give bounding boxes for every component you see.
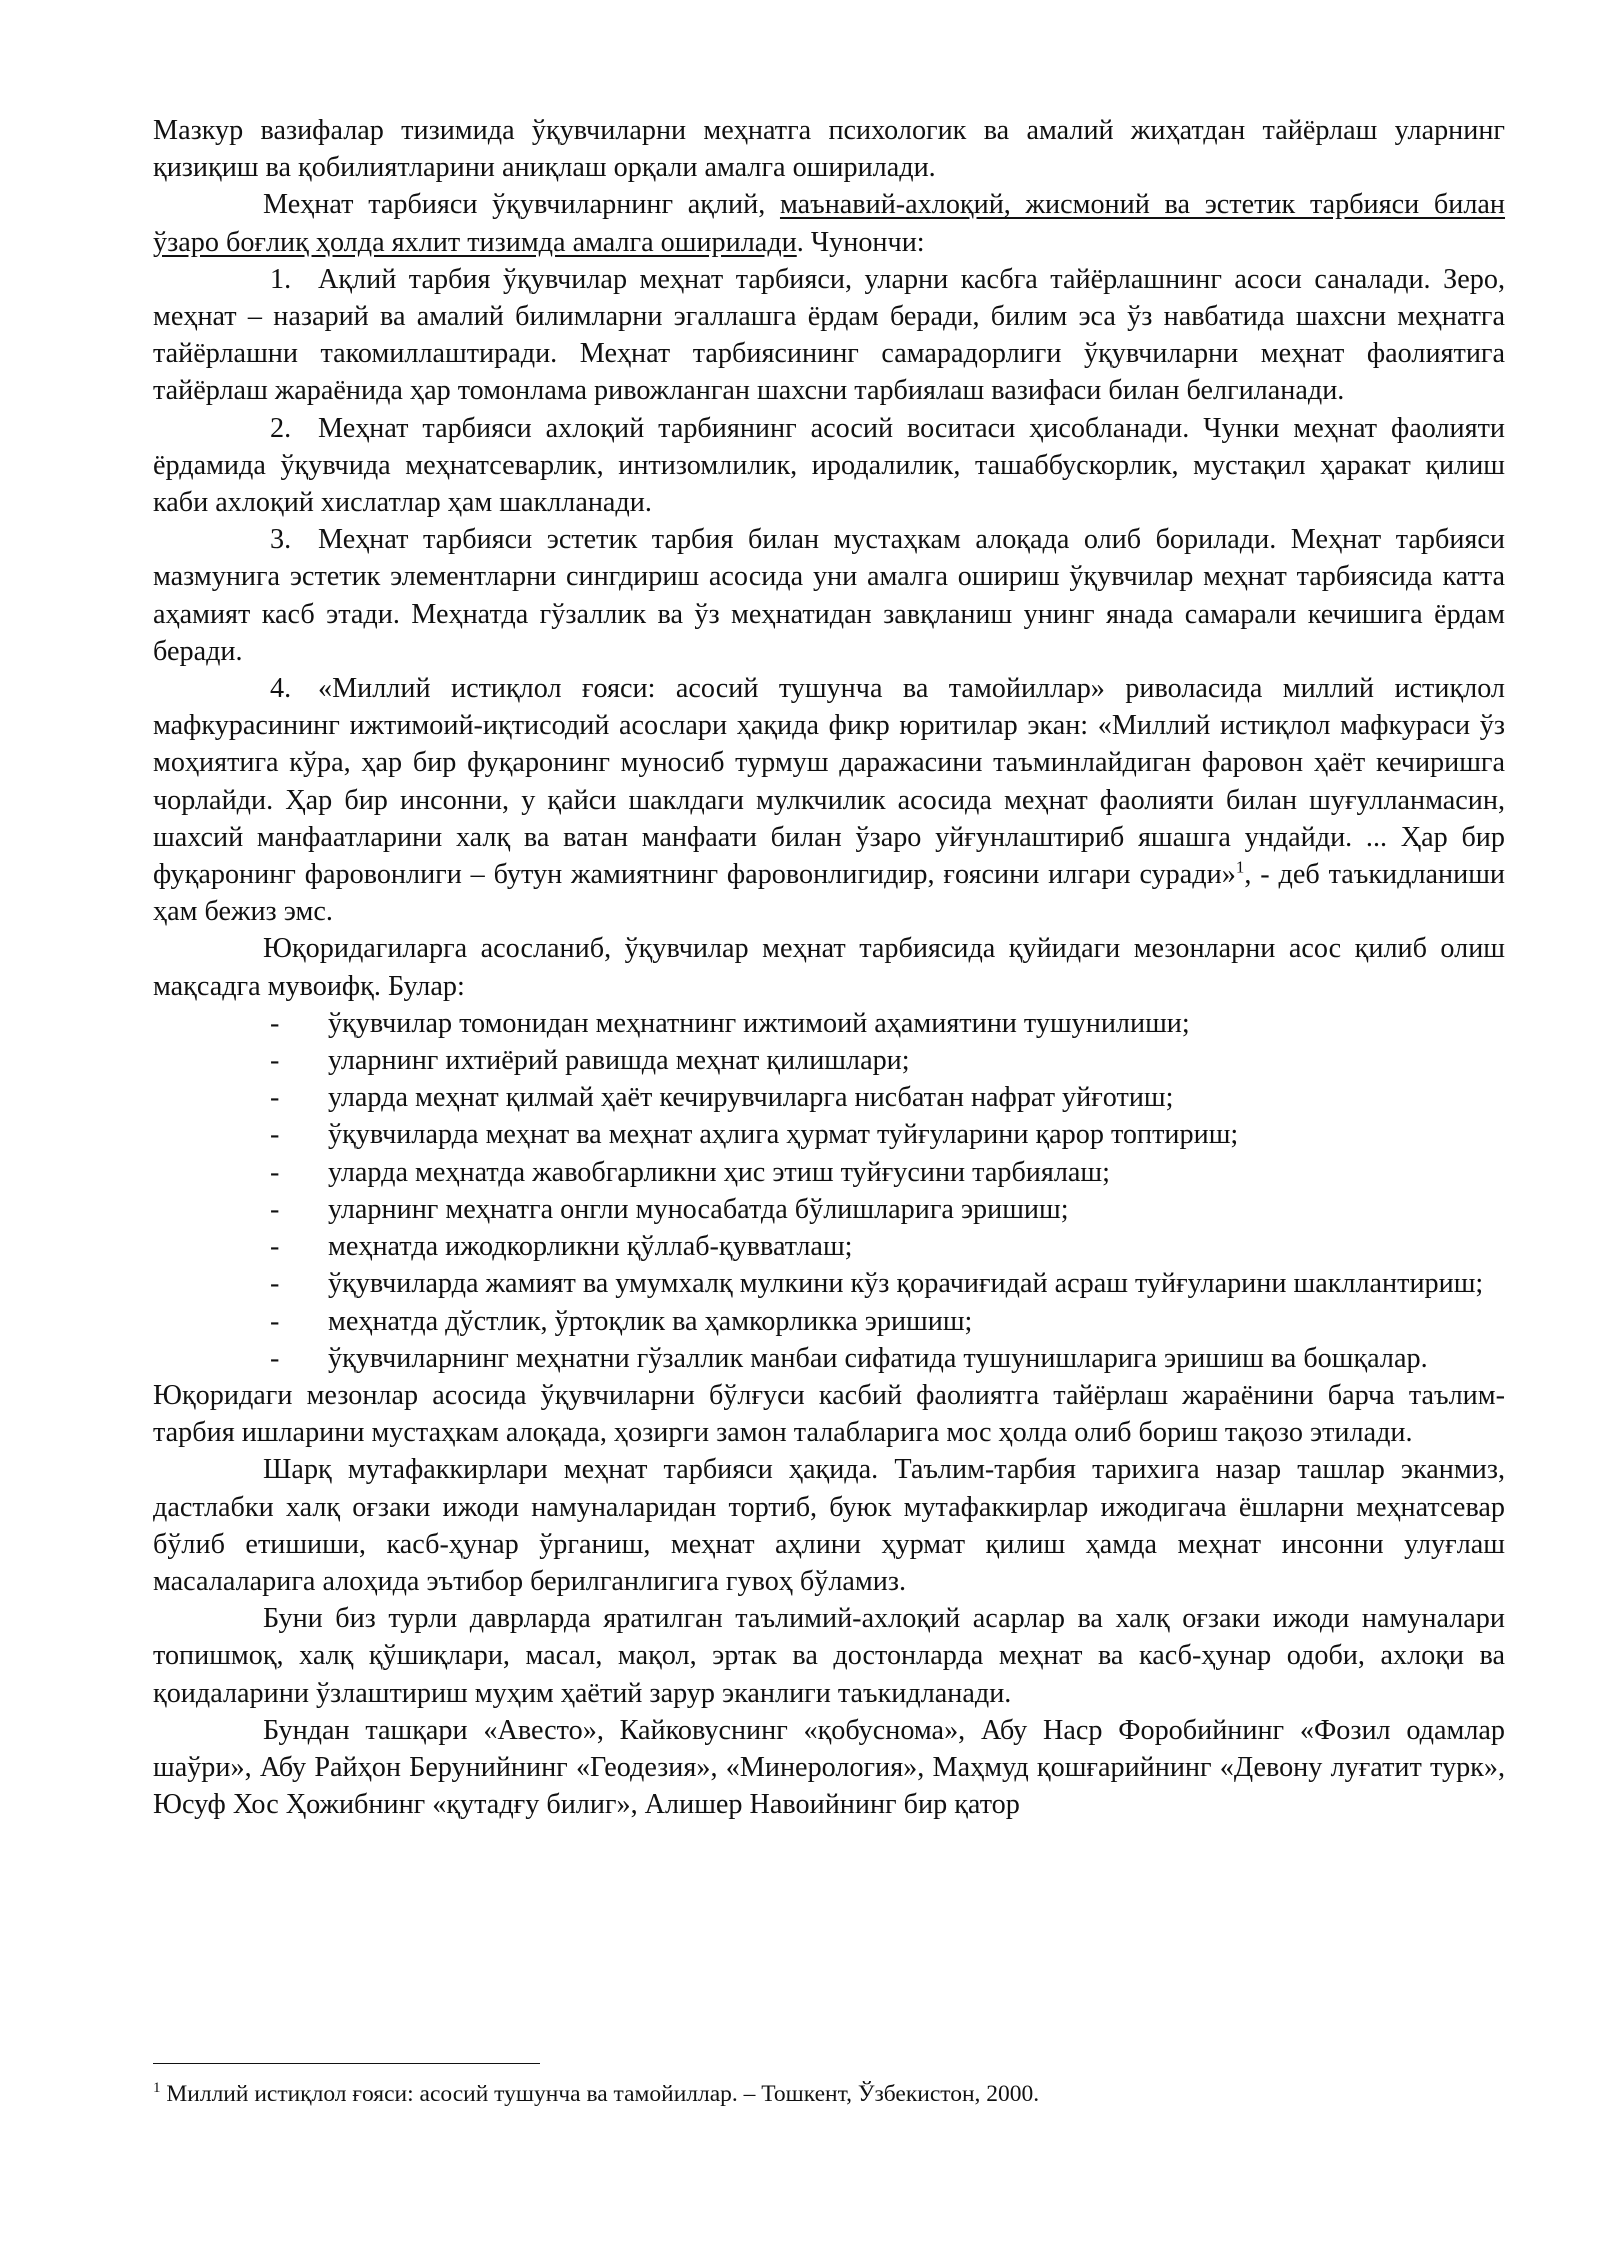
list-item (153, 1079, 1505, 1116)
list-item-text: ўқувчиларда меҳнат ва меҳнат аҳлига ҳурмат туйғуларини қарор топтириш; (328, 1119, 1239, 1151)
numbered-item-1 (153, 261, 1505, 410)
list-item (153, 1042, 1505, 1079)
footnote-separator (153, 2063, 540, 2064)
item-number: 4. (270, 673, 292, 705)
list-item-text: ўқувчиларнинг меҳнатни гўзаллик манбаи сифатида тушунишларига эришиш ва бошқалар. (328, 1342, 1428, 1374)
dash-bullet: - (270, 1045, 280, 1077)
footnote-text: Миллий истиқлол ғояси: асосий тушунча ва тамойиллар. – Тошкент, Ўзбекистон, 2000. (160, 2081, 1040, 2107)
paragraph-labor-education-start: Меҳнат тарбияси ўқувчиларнинг ақлий, (263, 189, 780, 221)
dash-bullet: - (270, 1231, 280, 1263)
list-item-text: ўқувчиларда жамият ва умумхалқ мулкини кўз қорачиғидай асраш туйғуларини шакллантириш; (328, 1268, 1484, 1300)
footnote-mark: 1 (153, 2080, 161, 2097)
list-item-text: уларнинг ихтиёрий равишда меҳнат қилишлари; (328, 1045, 910, 1077)
underlined-phrase: маънавий-ахлоқий, жисмоний ва эстетик тарбияси билан ўзаро боғлиқ ҳолда яхлит тизимда амалга оширилади (153, 189, 1506, 258)
list-item-text: уларда меҳнатда жавобгарликни ҳис этиш туйғусини тарбиялаш; (328, 1156, 1110, 1188)
paragraph-works-list: Бундан ташқари «Авесто», Кайковуснинг «қобуснома», Абу Наср Форобийнинг «Фозил одамлар шаўри», Абу Райҳон Берунийнинг «Геодезия», «Минерология», Маҳмуд қошғарийнинг «Девону луғатит турк», Юсуф Хос Ҳожибнинг «қутадғу билиг», Алишер Навоийнинг бир қатор (153, 1714, 1505, 1821)
dash-bullet: - (270, 1305, 280, 1337)
paragraph-folk-works: Буни биз турли даврларда яратилган таълимий-ахлоқий асарлар ва халқ оғзаки ижоди намуналари топишмоқ, халқ қўшиқлари, масал, мақол, эртак ва достонларда меҳнат ва касб-ҳунар одоби, ахлоқи ва қоидаларини ўзлаштириш муҳим ҳаётий зарур эканлиги таъкидланади. (153, 1603, 1505, 1709)
list-item (153, 1265, 1505, 1302)
dash-bullet: - (270, 1342, 280, 1374)
criteria-list (153, 1005, 1505, 1377)
item-text: Меҳнат тарбияси эстетик тарбия билан мустаҳкам алоқада олиб борилади. Меҳнат тарбияси мазмунига эстетик элементларни сингдириш асосида уни амалга ошириш ўқувчилар меҳнат тарбиясида катта аҳамият касб этади. Меҳнатда гўзаллик ва ўз меҳнатидан завқланиш унинг янада самарали кечишига ёрдам беради. (153, 524, 1505, 667)
paragraph-labor-education-end: . Чунончи: (796, 226, 925, 258)
numbered-item-2 (153, 410, 1505, 522)
item-text-tail: , - деб таъкидланиши ҳам бежиз эмс. (153, 859, 1505, 928)
list-item (153, 1116, 1505, 1153)
document-page (153, 112, 1505, 1823)
list-item-text: ўқувчилар томонидан меҳнатнинг ижтимоий аҳамиятини тушунилиши; (328, 1007, 1190, 1039)
list-item (153, 1303, 1505, 1340)
item-text: Меҳнат тарбияси ахлоқий тарбиянинг асосий воситаси ҳисобланади. Чунки меҳнат фаолияти ёрдамида ўқувчида меҳнатсеварлик, интизомлилик, иродалилик, ташаббускорлик, мустақил ҳаракат қилиш каби ахлоқий хислатлар ҳам шаклланади. (153, 412, 1505, 519)
list-item (153, 1228, 1505, 1265)
paragraph-criteria-intro: Юқоридагиларга асосланиб, ўқувчилар меҳнат тарбиясида қуйидаги мезонларни асос қилиб олиш мақсадга мувоифқ. Булар: (153, 933, 1505, 1002)
list-item (153, 1154, 1505, 1191)
paragraph-after-criteria: Юқоридаги мезонлар асосида ўқувчиларни бўлғуси касбий фаолиятга тайёрлаш жараёнини барча таълим-тарбия ишларини мустаҳкам алоқада, ҳозирги замон талабларига мос ҳолда олиб бориш тақозо этилади. (153, 1379, 1505, 1449)
paragraph-labor-education (153, 186, 1505, 260)
item-text: Ақлий тарбия ўқувчилар меҳнат тарбияси, уларни касбга тайёрлашнинг асоси саналади. Зеро, меҳнат – назарий ва амалий билимларни эгаллашга ёрдам беради, билим эса ўз навбатида шахсни меҳнатга тайёрлашни такомиллаштиради. Меҳнат тарбиясининг самарадорлиги ўқувчиларни меҳнат фаолиятига тайёрлаш жараёнида ҳар томонлама ривожланган шахсни тарбиялаш вазифаси билан белгиланади. (153, 263, 1505, 407)
dash-bullet: - (270, 1156, 280, 1188)
item-text: «Миллий истиқлол ғояси: асосий тушунча ва тамойиллар» риволасида миллий истиқлол мафкурасининг ижтимоий-иқтисодий асослари ҳақида фикр юритилар экан: «Миллий истиқлол мафкураси ўз моҳиятига кўра, ҳар бир фуқаронинг муносиб турмуш даражасини таъминлайдиган фаровон ҳаёт кечиришга чорлайди. Ҳар бир инсонни, у қайси шаклдаги мулкчилик асосида меҳнат фаолияти билан шуғулланмасин, шахсий манфаатларини халқ ва ватан манфаати билан ўзаро уйғунлаштириб яшашга ундайди. ... Ҳар бир фуқаронинг фаровонлиги – бутун жамиятнинг фаровонлигидир, ғоясини илгари суради» (153, 673, 1505, 891)
list-item (153, 1340, 1505, 1377)
paragraph-intro: Мазкур вазифалар тизимида ўқувчиларни меҳнатга психологик ва амалий жиҳатдан тайёрлаш уларнинг қизиқиш ва қобилиятларини аниқлаш орқали амалга оширилади. (153, 115, 1505, 184)
dash-bullet: - (270, 1007, 280, 1039)
dash-bullet: - (270, 1082, 280, 1114)
footnote-reference: 1 (1235, 857, 1245, 877)
list-item (153, 1005, 1505, 1042)
item-number: 3. (270, 524, 292, 556)
list-item-text: меҳнатда ижодкорликни қўллаб-қувватлаш; (328, 1231, 853, 1263)
paragraph-east-thinkers: Шарқ мутафаккирлари меҳнат тарбияси ҳақида. Таълим-тарбия тарихига назар ташлар эканмиз, дастлабки халқ оғзаки ижоди намуналаридан тортиб, буюк мутафаккирлар ижодигача ёшларни меҳнатсевар бўлиб етишиши, касб-ҳунар ўрганиш, меҳнат аҳлини ҳурмат қилиш ҳамда меҳнат инсонни улуғлаш масалаларига алоҳида эътибор берилганлигига гувоҳ бўламиз. (153, 1454, 1505, 1597)
numbered-item-3 (153, 521, 1505, 670)
dash-bullet: - (270, 1193, 280, 1225)
list-item-text: уларда меҳнат қилмай ҳаёт кечирувчиларга нисбатан нафрат уйғотиш; (328, 1082, 1174, 1114)
footnote (153, 2079, 1505, 2109)
list-item (153, 1191, 1505, 1228)
item-number: 2. (270, 412, 292, 444)
dash-bullet: - (270, 1268, 280, 1300)
list-item-text: меҳнатда дўстлик, ўртоқлик ва ҳамкорликка эришиш; (328, 1305, 973, 1337)
numbered-item-4 (153, 670, 1505, 930)
item-number: 1. (270, 263, 292, 295)
list-item-text: уларнинг меҳнатга онгли муносабатда бўлишларига эришиш; (328, 1193, 1069, 1225)
dash-bullet: - (270, 1119, 280, 1151)
